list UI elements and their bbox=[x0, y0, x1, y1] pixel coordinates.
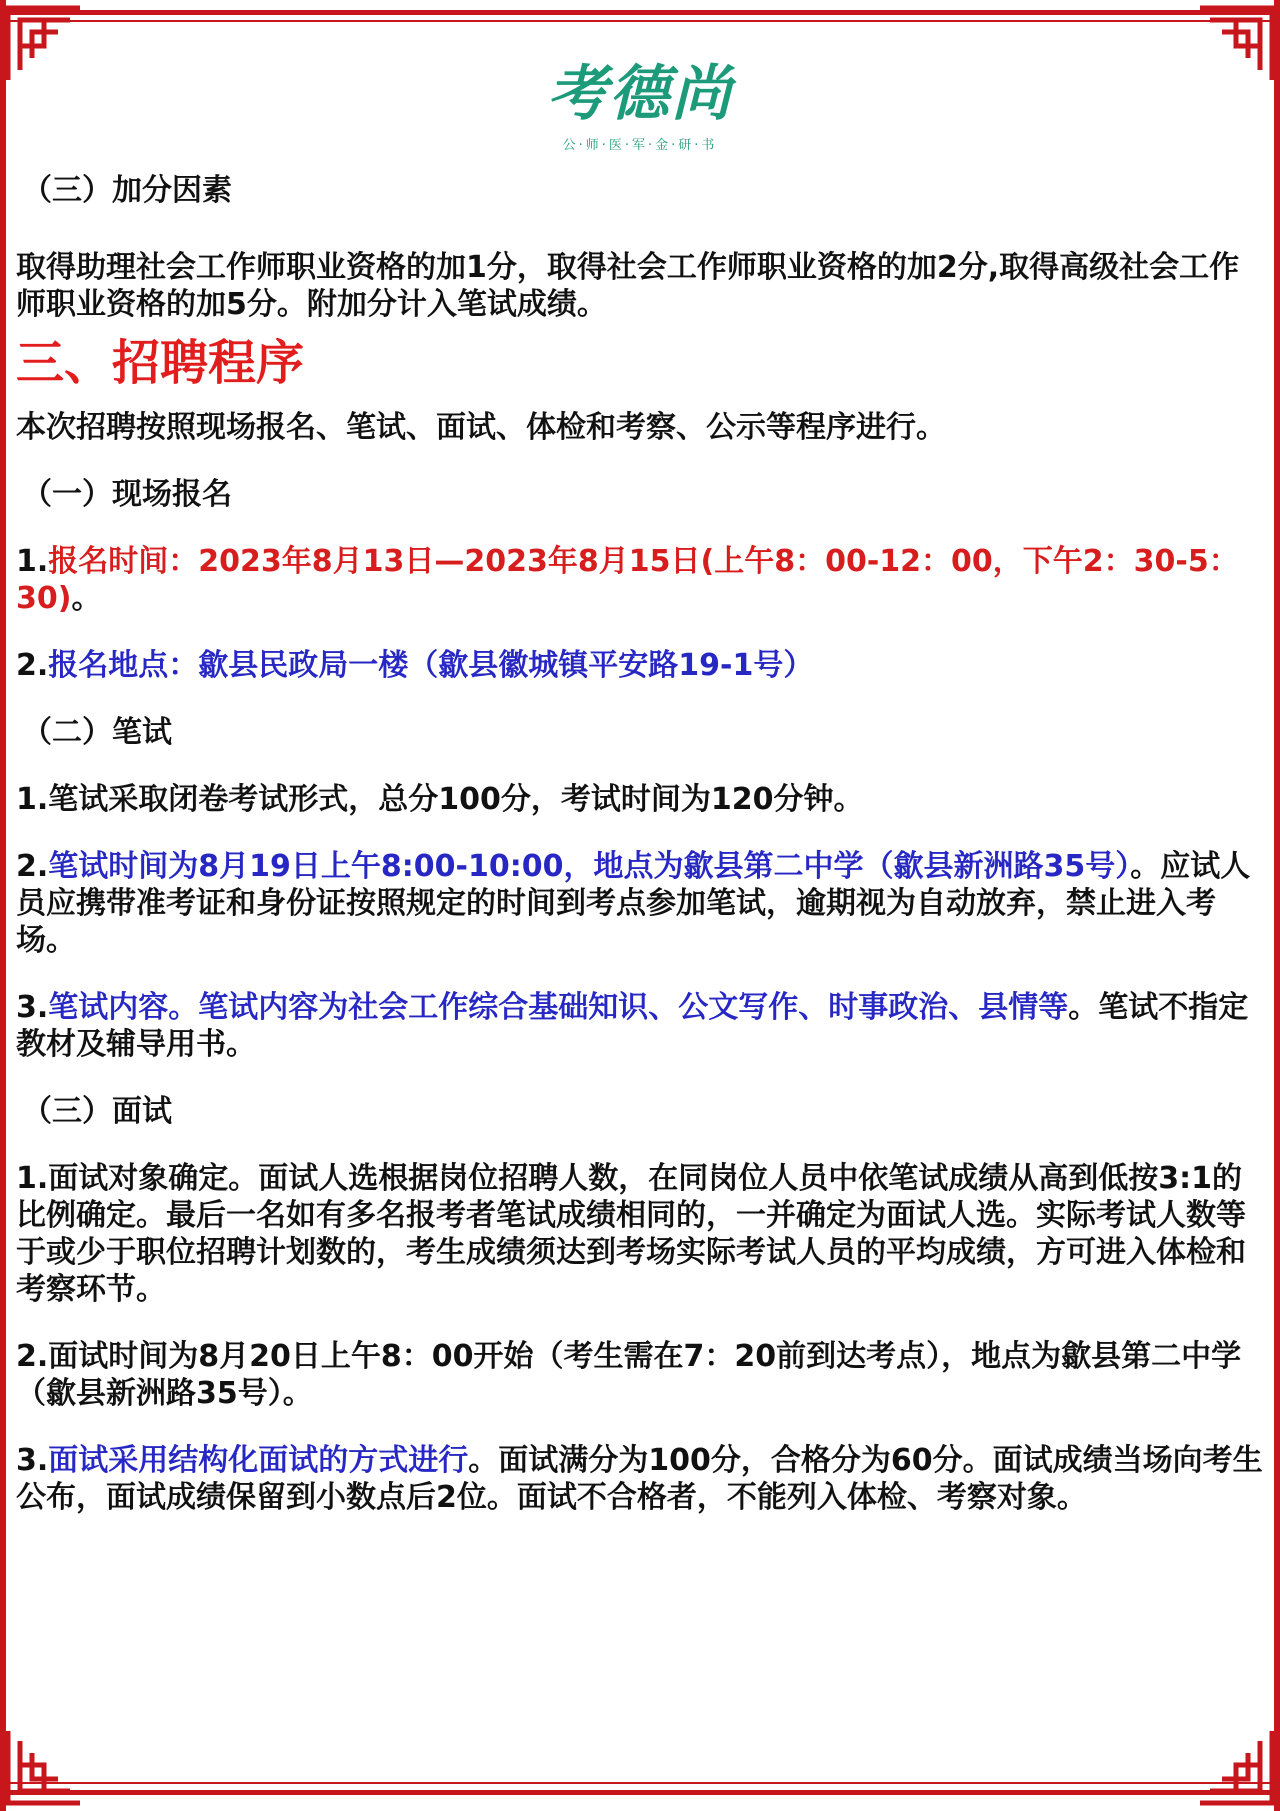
brand-logo-text: 考德尚 bbox=[547, 59, 733, 129]
brand-tagline: 公·师·医·军·金·研·书 bbox=[562, 138, 718, 153]
interview-method: 面试采用结构化面试的方式进行 bbox=[48, 1443, 469, 1478]
registration-item-1 bbox=[16, 543, 1266, 617]
registration-location: 报名地点：歙县民政局一楼（歙县徽城镇平安路19-1号） bbox=[48, 648, 814, 683]
frame-top-border bbox=[0, 10, 1280, 15]
written-item-2-rest: 。应试人员应携带准考证和身份证按照规定的时间到考点参加笔试，逾期视为自动放弃，禁止进入考场。 bbox=[16, 849, 1251, 958]
interview-item-1: 1.面试对象确定。面试人选根据岗位招聘人数，在同岗位人员中依笔试成绩从高到低按3:1的比例确定。最后一名如有多名报考者笔试成绩相同的，一并确定为面试人选。实际考试人数等于或少于职位招聘计划数的，考生成绩须达到考场实际考试人员的平均成绩，方可进入体检和考察环节。 bbox=[16, 1161, 1246, 1307]
written-item-3 bbox=[16, 989, 1266, 1063]
interview-item-2: 2.面试时间为8月20日上午8：00开始（考生需在7：20前到达考点），地点为歙县第二中学（歙县新洲路35号）。 bbox=[16, 1339, 1242, 1411]
brand-logo bbox=[0, 59, 1280, 153]
written-content: 笔试内容。笔试内容为社会工作综合基础知识、公文写作、时事政治、县情等 bbox=[48, 990, 1069, 1025]
bonus-heading: （三）加分因素 bbox=[22, 173, 232, 208]
written-heading: （二）笔试 bbox=[22, 715, 172, 750]
registration-heading: （一）现场报名 bbox=[22, 477, 232, 512]
interview-item-3 bbox=[16, 1442, 1266, 1516]
registration-item-2 bbox=[16, 647, 1266, 684]
interview-item-3-rest: 。面试满分为100分，合格分为60分。面试成绩当场向考生公布，面试成绩保留到小数点后2位。面试不合格者，不能列入体检、考察对象。 bbox=[16, 1443, 1263, 1515]
written-time-location: 笔试时间为8月19日上午8:00-10:00，地点为歙县第二中学（歙县新洲路35号） bbox=[48, 849, 1131, 884]
written-item-1: 1.笔试采取闭卷考试形式，总分100分，考试时间为120分钟。 bbox=[16, 782, 864, 817]
registration-time: 报名时间：2023年8月13日—2023年8月15日(上午8：00-12：00，下午2：30-5：30) bbox=[16, 544, 1239, 616]
frame-bottom-border bbox=[0, 1790, 1280, 1795]
interview-item-3-number: 3. bbox=[16, 1443, 49, 1478]
frame-bottom-border-inner bbox=[0, 1782, 1280, 1784]
document-body bbox=[16, 172, 1266, 1516]
procedure-intro: 本次招聘按照现场报名、笔试、面试、体检和考察、公示等程序进行。 bbox=[16, 410, 946, 445]
frame-right-border bbox=[1274, 0, 1280, 1811]
frame-top-border-inner bbox=[0, 20, 1280, 22]
written-item-2 bbox=[16, 848, 1266, 959]
registration-item-1-tail: 。 bbox=[71, 581, 102, 616]
written-item-3-rest: 。笔试不指定教材及辅导用书。 bbox=[16, 990, 1249, 1062]
registration-item-1-number: 1. bbox=[16, 544, 49, 579]
written-item-3-number: 3. bbox=[16, 990, 49, 1025]
bonus-text: 取得助理社会工作师职业资格的加1分，取得社会工作师职业资格的加2分,取得高级社会工作师职业资格的加5分。附加分计入笔试成绩。 bbox=[16, 250, 1240, 322]
corner-ornament-bottom-left bbox=[0, 1727, 84, 1811]
interview-heading: （三）面试 bbox=[22, 1094, 172, 1129]
written-item-2-number: 2. bbox=[16, 849, 49, 884]
corner-ornament-bottom-right bbox=[1196, 1727, 1280, 1811]
registration-item-2-number: 2. bbox=[16, 648, 49, 683]
frame-left-border bbox=[0, 0, 6, 1811]
procedure-title: 三、招聘程序 bbox=[16, 335, 305, 391]
